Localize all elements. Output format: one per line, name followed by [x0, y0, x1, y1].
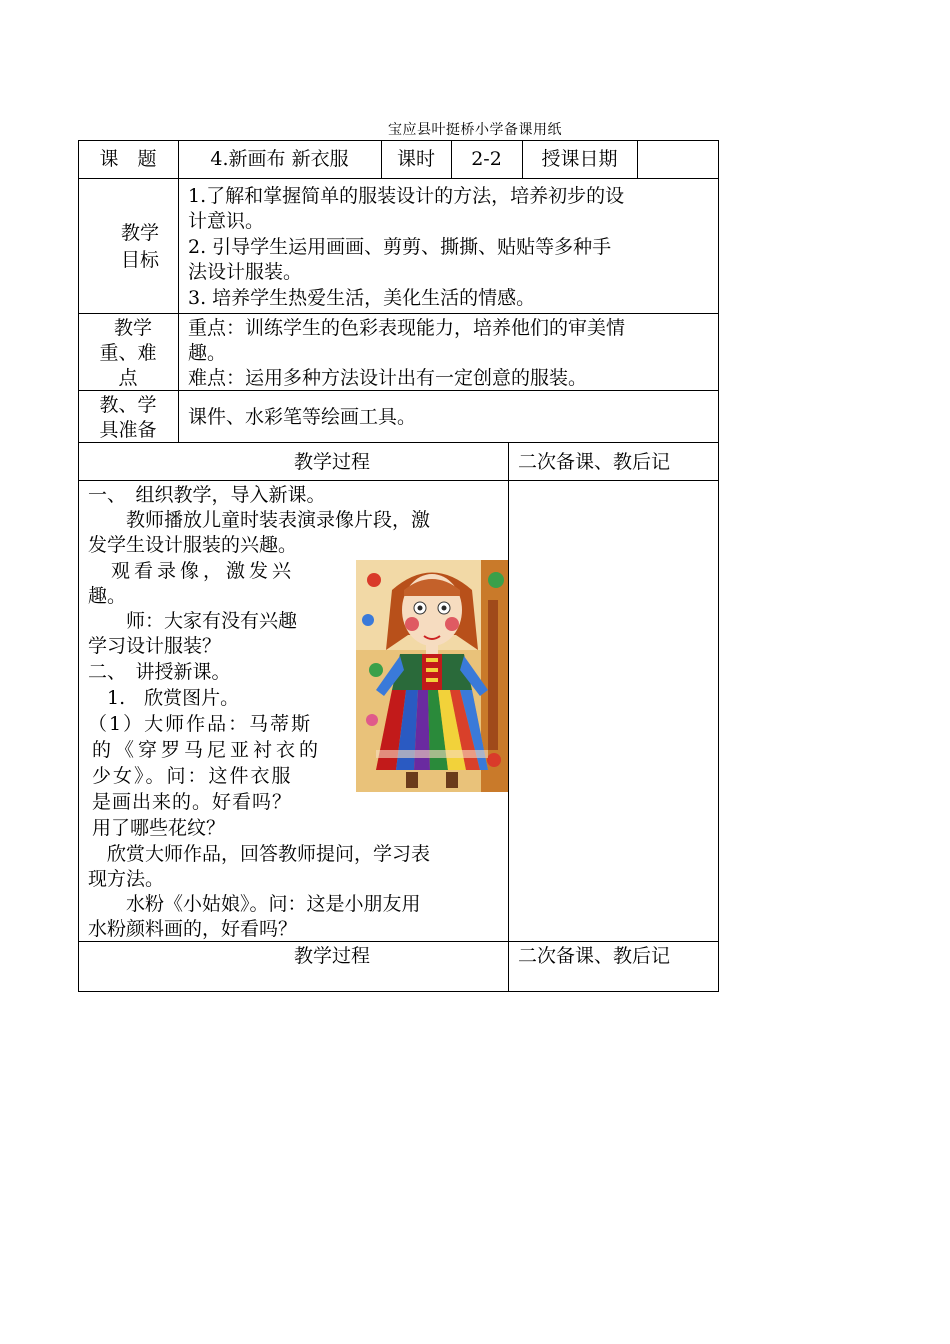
process-footer-right: 二次备课、教后记 [518, 945, 671, 967]
process-header-left: 教学过程 [293, 451, 370, 473]
key-points-label: 点 [118, 367, 138, 389]
process-line: 1. 欣赏图片。 [88, 687, 240, 709]
key-points-label: 教学 [113, 317, 152, 339]
process-line: 用了哪些花纹？ [92, 817, 226, 839]
date-label: 授课日期 [541, 148, 618, 170]
process-header-right: 二次备课、教后记 [518, 451, 671, 473]
col-divider [178, 140, 179, 442]
process-footer-left: 教学过程 [293, 945, 370, 967]
row-divider [78, 480, 719, 481]
process-line: 发学生设计服装的兴趣。 [88, 534, 298, 556]
objective-line: 1.了解和掌握简单的服装设计的方法，培养初步的设 [188, 185, 625, 207]
process-line: 水粉《小姑娘》。问：这是小朋友用 [88, 893, 421, 915]
process-line: 教师播放儿童时装表演录像片段，激 [88, 509, 431, 531]
page-header: 宝应县叶挺桥小学备课用纸 [388, 122, 562, 138]
process-line: 二、 讲授新课。 [88, 661, 231, 683]
process-line: 学习设计服装？ [88, 635, 222, 657]
objective-line: 2. 引导学生运用画画、剪剪、撕撕、贴贴等多种手 [188, 236, 612, 258]
period-value: 2-2 [471, 148, 502, 170]
objective-line: 法设计服装。 [188, 261, 303, 283]
topic-value: 4.新画布 新衣服 [210, 148, 349, 170]
process-line: 水粉颜料画的，好看吗？ [88, 918, 298, 940]
objective-line: 3. 培养学生热爱生活，美化生活的情感。 [188, 287, 536, 309]
process-line: 是画出来的。好看吗？ [92, 791, 293, 813]
process-line: 师：大家有没有兴趣 [88, 610, 298, 632]
process-line: 现方法。 [88, 868, 165, 890]
process-line: 趣。 [88, 585, 127, 607]
key-points-label: 重、难 [99, 342, 157, 364]
objective-line: 计意识。 [188, 210, 265, 232]
process-line: 观看录像，激发兴 [88, 560, 296, 582]
key-point-line: 趣。 [188, 342, 227, 364]
process-line: 欣赏大师作品，回答教师提问，学习表 [88, 843, 431, 865]
period-label: 课时 [396, 148, 435, 170]
objectives-label: 目标 [120, 249, 159, 271]
key-point-line: 重点：训练学生的色彩表现能力，培养他们的审美情 [188, 317, 626, 339]
materials-label: 具准备 [99, 419, 157, 441]
key-point-line: 难点：运用多种方法设计出有一定创意的服装。 [188, 367, 588, 389]
process-line: 的《穿罗马尼亚衬衣的 [92, 739, 323, 761]
col-divider [637, 140, 638, 178]
row-divider [78, 178, 719, 179]
row-divider [78, 313, 719, 314]
col-divider [508, 442, 509, 992]
objectives-label: 教学 [120, 222, 159, 244]
process-line: （1）大师作品：马蒂斯 [88, 713, 313, 735]
topic-label: 课 题 [99, 148, 157, 170]
painting-drawing [356, 560, 508, 792]
child-painting-image [356, 560, 508, 792]
materials-label: 教、学 [99, 394, 157, 416]
materials-value: 课件、水彩笔等绘画工具。 [188, 406, 417, 428]
process-line: 少女》。问：这件衣服 [92, 765, 293, 787]
process-line: 一、 组织教学，导入新课。 [88, 484, 326, 506]
